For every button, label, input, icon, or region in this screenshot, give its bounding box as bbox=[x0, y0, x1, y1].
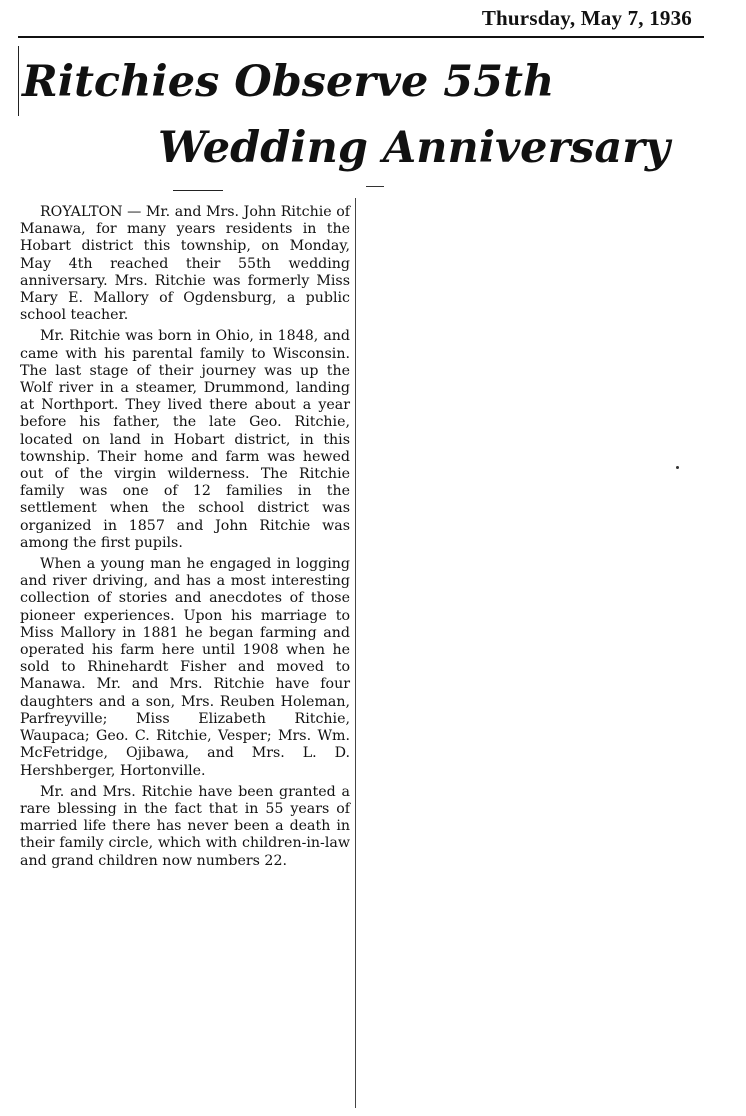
print-speck bbox=[676, 466, 679, 469]
article-paragraph: ROYALTON — Mr. and Mrs. John Ritchie of Manawa, for many years residents in the Hobart district this township, on Monday, May 4th reached their 55th wedding anniversary. Mrs. Ritchie was formerly Miss Mary E. Mallory of Ogdensburg, a public school teacher. bbox=[20, 204, 350, 324]
headline bbox=[0, 0, 746, 190]
article-paragraph: When a young man he engaged in logging and river driving, and has a most interesting collection of stories and anecdotes of those pioneer experiences. Upon his marriage to Miss Mallory in 1881 he began farming and operated his farm here until 1908 when he sold to Rhinehardt Fisher and moved to Manawa. Mr. and Mrs. Ritchie have four daughters and a son, Mrs. Reuben Holeman, Parfreyville; Miss Elizabeth Ritchie, Waupaca; Geo. C. Ritchie, Vesper; Mrs. Wm. McFetridge, Ojibawa, and Mrs. L. D. Hershberger, Hortonville. bbox=[20, 556, 350, 779]
dateline: Thursday, May 7, 1936 bbox=[481, 6, 692, 30]
article-body bbox=[20, 204, 350, 874]
headline-line-2: Wedding Anniversary bbox=[158, 123, 670, 173]
article-paragraph: Mr. and Mrs. Ritchie have been granted a rare blessing in the fact that in 55 years of married life there has never been a death in their family circle, which with children-in-law and grand children now numbers 22. bbox=[20, 783, 350, 869]
column-divider bbox=[355, 198, 356, 1108]
headline-line-1: Ritchies Observe 55th bbox=[22, 57, 555, 107]
headline-divider bbox=[173, 190, 223, 191]
article-paragraph: Mr. Ritchie was born in Ohio, in 1848, and came with his parental family to Wisconsin. The last stage of their journey was up the Wolf river in a steamer, Drummond, landing at Northport. They lived there about a year before his father, the late Geo. Ritchie, located on land in Hobart district, in this township. Their home and farm was hewed out of the virgin wilderness. The Ritchie family was one of 12 families in the settlement when the school district was organized in 1857 and John Ritchie was among the first pupils. bbox=[20, 328, 350, 551]
margin-mark bbox=[366, 186, 384, 187]
